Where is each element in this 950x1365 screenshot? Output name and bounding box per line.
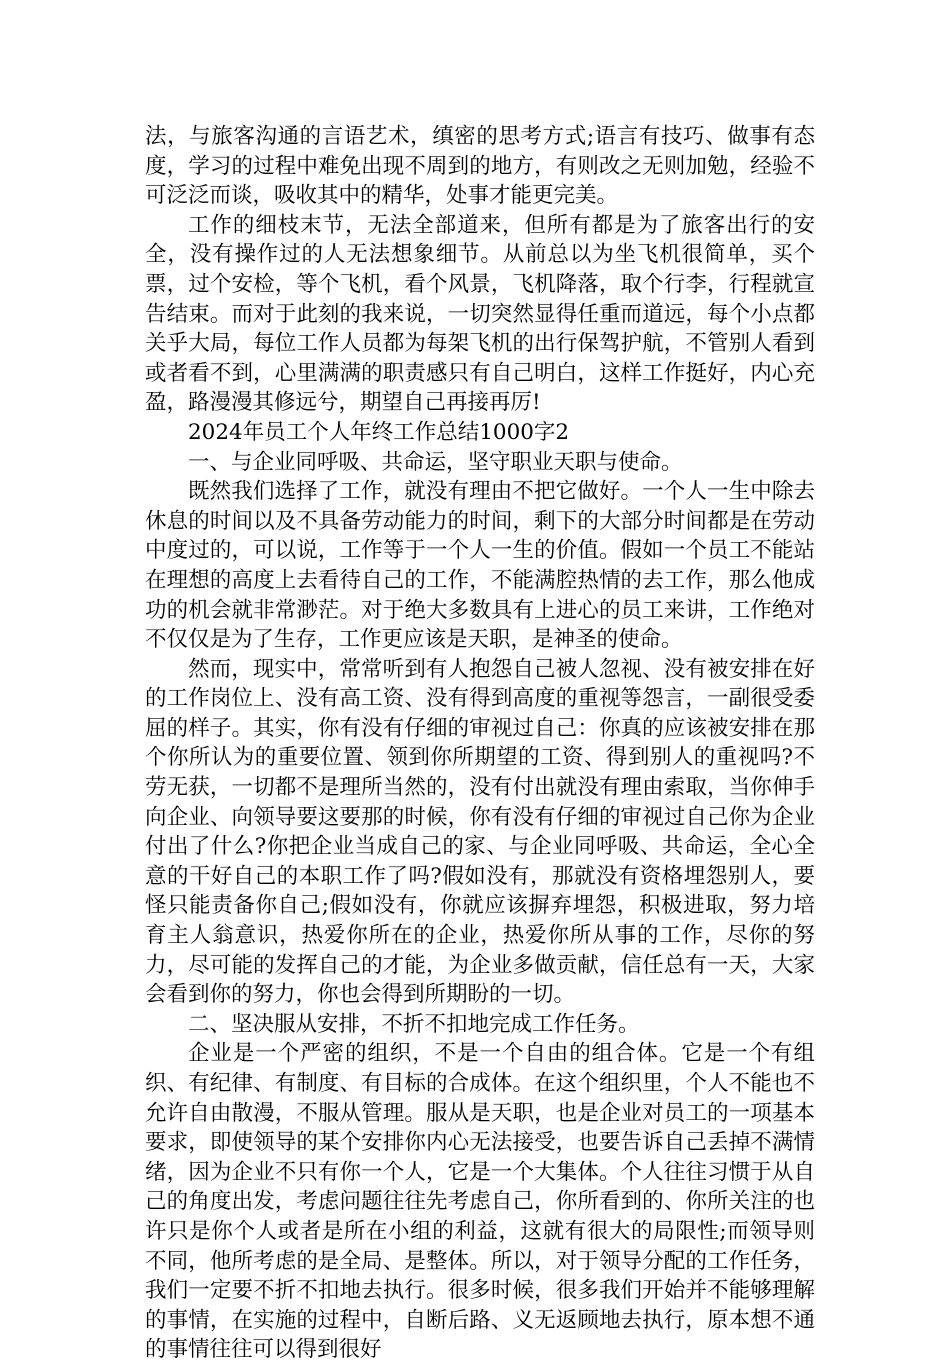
paragraph-1: 法，与旅客沟通的言语艺术，缜密的思考方式;语言有技巧、做事有态度，学习的过程中难免出现不周到的地方，有则改之无则加勉，经验不可泛泛而谈，吸收其中的精华，处事才能更完美。	[145, 124, 815, 209]
paragraph-3: 既然我们选择了工作，就没有理由不把它做好。一个人一生中除去休息的时间以及不具备劳动能力的时间，剩下的大部分时间都是在劳动中度过的，可以说，工作等于一个人一生的价值。假如一个员工不能站在理想的高度上去看待自己的工作，不能满腔热情的去工作，那么他成功的机会就非常渺茫。对于绝大多数具有上进心的员工来讲，工作绝对不仅仅是为了生存，工作更应该是天职，是神圣的使命。	[145, 479, 815, 653]
paragraph-2: 工作的细枝末节，无法全部道来，但所有都是为了旅客出行的安全，没有操作过的人无法想象细节。从前总以为坐飞机很简单，买个票，过个安检，等个飞机，看个风景，飞机降落，取个行李，行程就宣告结束。而对于此刻的我来说，一切突然显得任重而道远，每个小点都关乎大局，每位工作人员都为每架飞机的出行保驾护航，不管别人看到或者看不到，心里满满的职责感只有自己明白，这样工作挺好，内心充盈，路漫漫其修远兮，期望自己再接再厉!	[145, 212, 815, 416]
document-page	[145, 122, 815, 1365]
paragraph-5: 企业是一个严密的组织，不是一个自由的组合体。它是一个有组织、有纪律、有制度、有目标的合成体。在这个组织里，个人不能也不允许自由散漫，不服从管理。服从是天职，也是企业对员工的一项基本要求，即使领导的某个安排你内心无法接受，也要告诉自己丢掉不满情绪，因为企业不只有你一个人，它是一个大集体。个人往往习惯于从自己的角度出发，考虑问题往往先考虑自己，你所看到的、你所关注的也许只是你个人或者是所在小组的利益，这就有很大的局限性;而领导则不同，他所考虑的是全局、是整体。所以，对于领导分配的工作任务，我们一定要不折不扣地去执行。很多时候，很多我们开始并不能够理解的事情，在实施的过程中，自断后路、义无返顾地去执行，原本想不通的事情往往可以得到很好	[145, 1041, 815, 1363]
section-heading-2: 二、坚决服从安排，不折不扣地完成工作任务。	[188, 1011, 640, 1037]
paragraph-4: 然而，现实中，常常听到有人抱怨自己被人忽视、没有被安排在好的工作岗位上、没有高工资、没有得到高度的重视等怨言，一副很受委屈的样子。其实，你有没有仔细的审视过自己：你真的应该被安排在那个你所认为的重要位置、领到你所期望的工资、得到别人的重视吗?不劳无获，一切都不是理所当然的，没有付出就没有理由索取，当你伸手向企业、向领导要这要那的时候，你有没有仔细的审视过自己你为企业付出了什么?你把企业当成自己的家、与企业同呼吸、共命运，全心全意的干好自己的本职工作了吗?假如没有，那就没有资格埋怨别人，要怪只能责备你自己;假如没有，你就应该摒弃埋怨，积极进取，努力培育主人翁意识，热爱你所在的企业，热爱你所从事的工作，尽你的努力，尽可能的发挥自己的才能，为企业多做贡献，信任总有一天，大家会看到你的努力，你也会得到所期盼的一切。	[145, 656, 815, 1008]
section-title: 2024年员工个人年终工作总结1000字2	[188, 419, 570, 445]
section-heading-1: 一、与企业同呼吸、共命运，坚守职业天职与使命。	[188, 449, 683, 475]
